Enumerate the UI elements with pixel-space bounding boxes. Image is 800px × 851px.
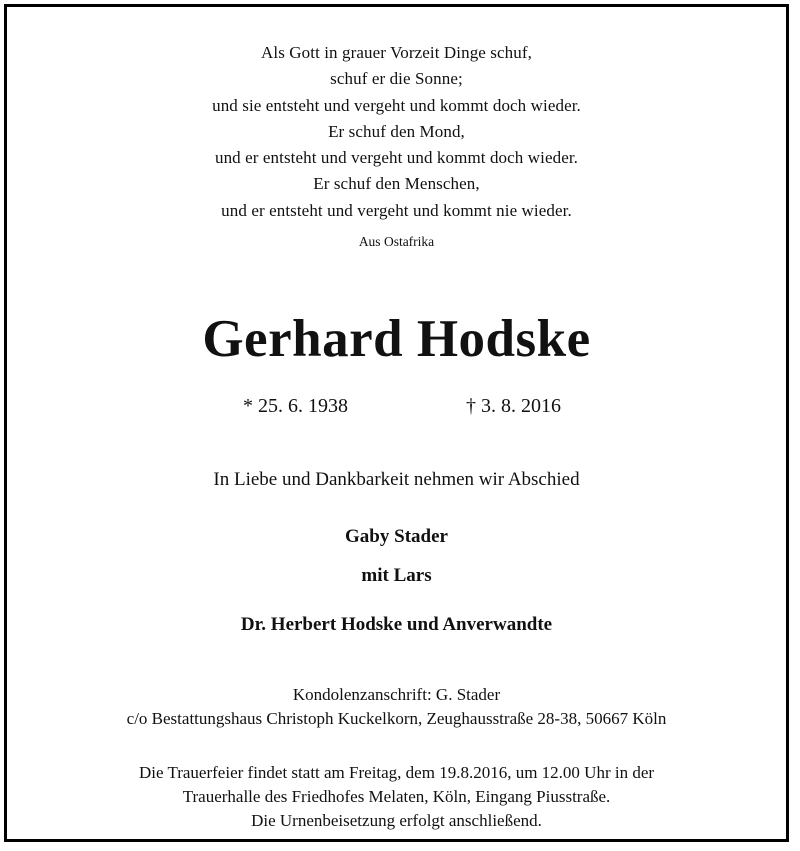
mourner-name: Gaby Stader xyxy=(345,526,448,547)
condolence-line: Kondolenzanschrift: G. Stader xyxy=(292,685,501,704)
poem-line: und er entsteht und vergeht und kommt doch wieder. xyxy=(214,148,579,168)
poem-line: Er schuf den Mond, xyxy=(328,121,465,141)
poem-line: Als Gott in grauer Vorzeit Dinge schuf, xyxy=(261,43,532,62)
service-line: Die Trauerfeier findet statt am Freitag, dem 19.8.2016, um 12.00 Uhr in der xyxy=(138,763,655,782)
funeral-service-info xyxy=(7,761,786,833)
service-line: Trauerhalle des Friedhofes Melaten, Köln, Eingang Piusstraße. xyxy=(182,787,611,806)
obituary-notice xyxy=(4,4,789,842)
birth-date: * 25. 6. 1938 xyxy=(243,395,348,417)
condolence-address xyxy=(7,683,786,730)
poem-line: schuf er die Sonne; xyxy=(330,69,463,89)
death-date: † 3. 8. 2016 xyxy=(466,395,561,417)
poem-source: Aus Ostafrika xyxy=(358,234,435,249)
service-line: Die Urnenbeisetzung erfolgt anschließend. xyxy=(251,811,542,830)
mourner-name: mit Lars xyxy=(361,565,432,586)
poem xyxy=(7,40,786,224)
farewell-text: In Liebe und Dankbarkeit nehmen wir Abschied xyxy=(213,469,580,490)
mourner-name: Dr. Herbert Hodske und Anverwandte xyxy=(240,614,553,635)
poem-line: Er schuf den Menschen, xyxy=(313,174,480,194)
poem-line: und sie entsteht und vergeht und kommt doch wieder. xyxy=(212,95,581,115)
condolence-line: c/o Bestattungshaus Christoph Kuckelkorn, Zeughausstraße 28-38, 50667 Köln xyxy=(126,708,667,728)
deceased-name: Gerhard Hodske xyxy=(202,310,591,368)
poem-line: und er entsteht und vergeht und kommt nie wieder. xyxy=(221,200,572,220)
